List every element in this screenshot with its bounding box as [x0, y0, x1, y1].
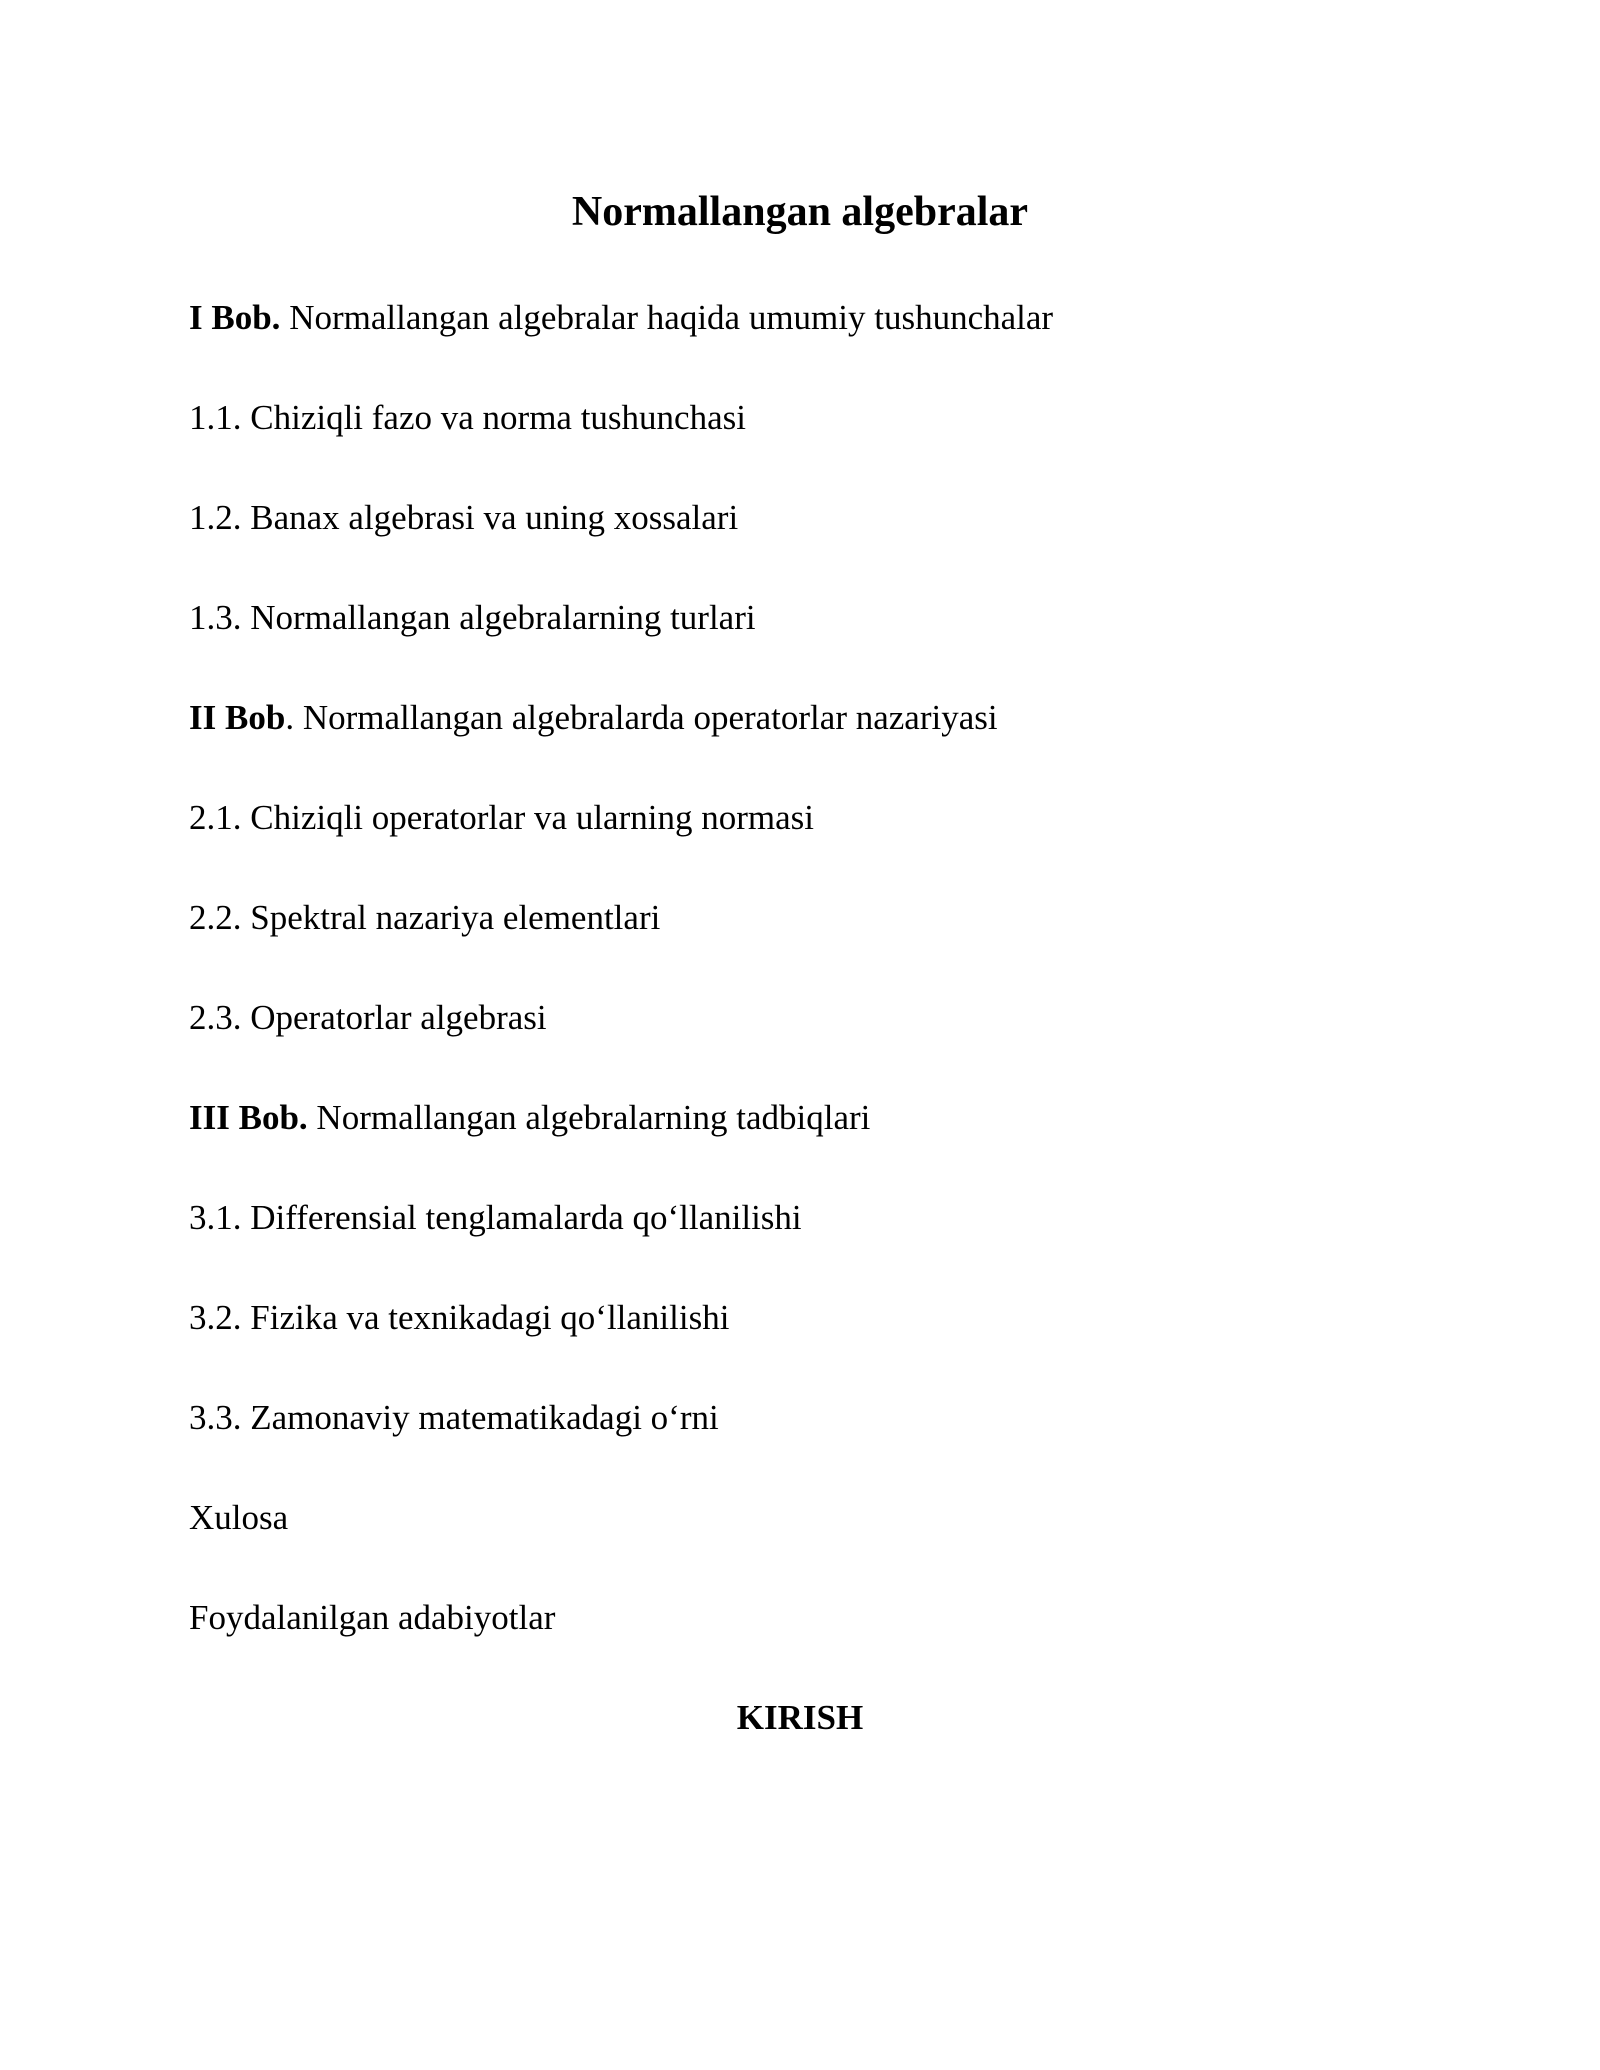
toc-section-2-2	[189, 892, 1439, 992]
toc-section-3-3	[189, 1392, 1439, 1492]
toc-section-1-2	[189, 492, 1439, 592]
toc-text: 2.1. Chiziqli operatorlar va ularning normasi	[189, 798, 814, 837]
toc-text: 3.3. Zamonaviy matematikadagi o‘rni	[189, 1398, 719, 1437]
toc-references	[189, 1592, 1439, 1692]
toc-section-1-1	[189, 392, 1439, 492]
toc-text: Xulosa	[189, 1498, 289, 1537]
toc-text: 1.2. Banax algebrasi va uning xossalari	[189, 498, 739, 537]
toc-chapter-2	[189, 692, 1439, 792]
introduction-heading: KIRISH	[736, 1698, 864, 1737]
toc-section-2-3	[189, 992, 1439, 1092]
toc-chapter-1	[189, 292, 1439, 392]
toc-text: 3.1. Differensial tenglamalarda qo‘llanilishi	[189, 1198, 802, 1237]
chapter-label: I Bob.	[189, 298, 281, 337]
toc-conclusion	[189, 1492, 1439, 1592]
document-title: Normallangan algebralar	[571, 189, 1029, 235]
toc-text: . Normallangan algebralarda operatorlar nazariyasi	[285, 698, 998, 737]
toc-text: 1.3. Normallangan algebralarning turlari	[189, 598, 756, 637]
toc-section-3-2	[189, 1292, 1439, 1392]
table-of-contents	[189, 292, 1439, 1692]
chapter-label: II Bob	[189, 698, 286, 737]
toc-chapter-3	[189, 1092, 1439, 1192]
toc-text: Foydalanilgan adabiyotlar	[189, 1598, 556, 1637]
toc-section-2-1	[189, 792, 1439, 892]
toc-text: 2.3. Operatorlar algebrasi	[189, 998, 547, 1037]
toc-text: Normallangan algebralarning tadbiqlari	[307, 1098, 871, 1137]
toc-text: 2.2. Spektral nazariya elementlari	[189, 898, 661, 937]
toc-section-1-3	[189, 592, 1439, 692]
toc-text: 1.1. Chiziqli fazo va norma tushunchasi	[189, 398, 746, 437]
toc-text: Normallangan algebralar haqida umumiy tushunchalar	[280, 298, 1054, 337]
chapter-label: III Bob.	[189, 1098, 308, 1137]
toc-text: 3.2. Fizika va texnikadagi qo‘llanilishi	[189, 1298, 730, 1337]
toc-section-3-1	[189, 1192, 1439, 1292]
